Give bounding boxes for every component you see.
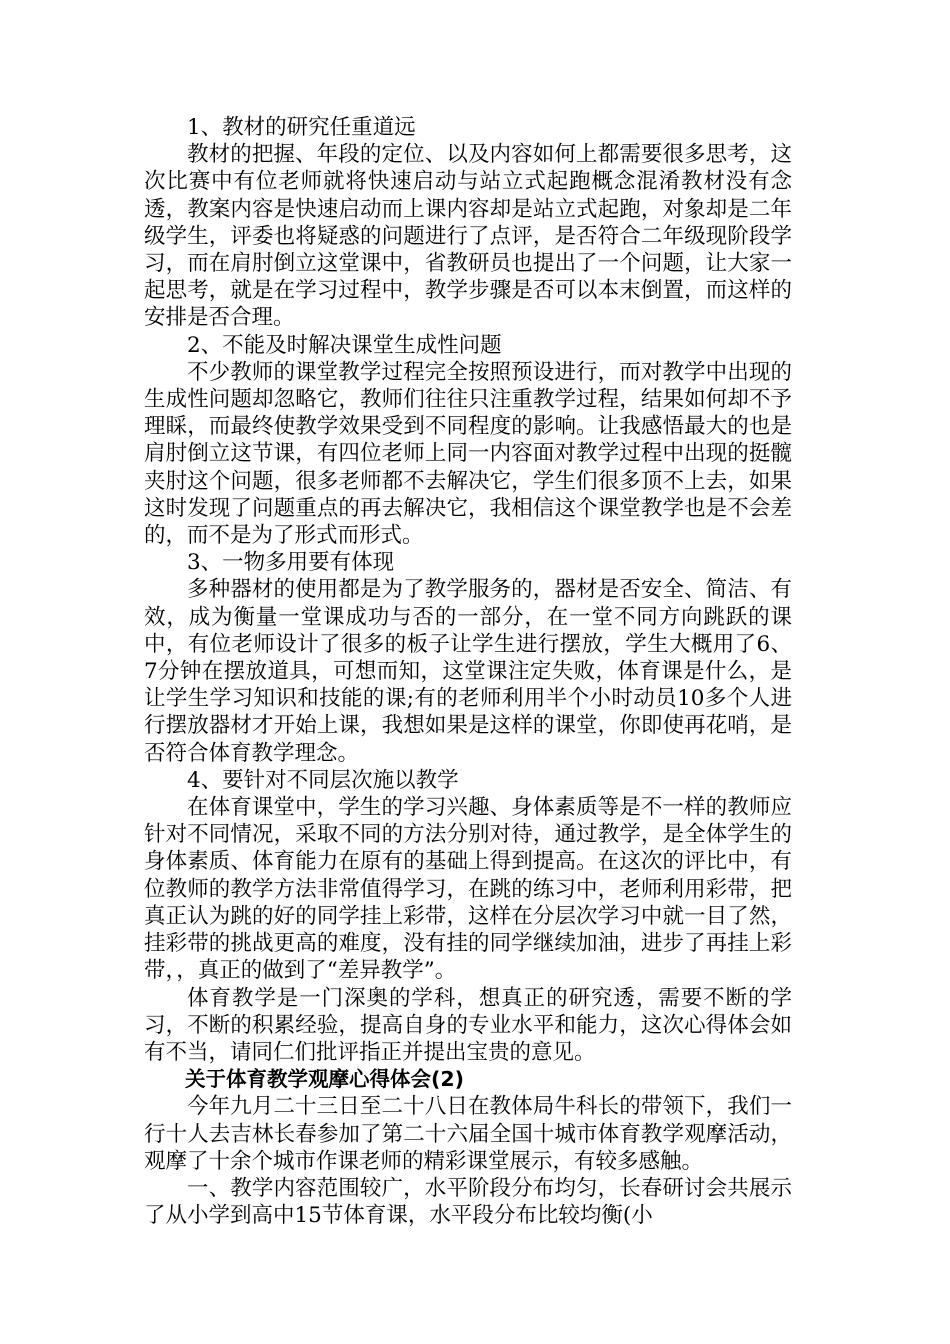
section-heading-4: 4、要针对不同层次施以教学 [187,767,459,793]
article-title: 关于体育教学观摩心得体会(2) [185,1067,465,1092]
body-paragraph: 在体育课堂中，学生的学习兴趣、身体素质等是不一样的教师应针对不同情况，采取不同的方法分别对待，通过教学，是全体学生的身体素质、体育能力在原有的基础上得到提高。在这次的评比中，有位教师的教学方法非常值得学习，在跳的练习中，老师利用彩带，把真正认为跳的好的同学挂上彩带，这样在分层次学习中就一目了然，挂彩带的挑战更高的难度，没有挂的同学继续加油，进步了再挂上彩带，，真正的做到了“差异教学”。 [144,795,792,984]
section-heading-2: 2、不能及时解决课堂生成性问题 [187,332,502,358]
body-paragraph: 教材的把握、年段的定位、以及内容如何上都需要很多思考，这次比赛中有位老师就将快速启动与站立式起跑概念混淆教材没有念透，教案内容是快速启动而上课内容却是站立式起跑，对象却是二年级学生，评委也将疑惑的问题进行了点评，是否符合二年级现阶段学习，而在肩肘倒立这堂课中，省教研员也提出了一个问题，让大家一起思考，就是在学习过程中，教学步骤是否可以本末倒置，而这样的安排是否合理。 [144,142,792,331]
body-paragraph: 不少教师的课堂教学过程完全按照预设进行，而对教学中出现的生成性问题却忽略它，教师们往往只注重教学过程，结果如何却不予理睬，而最终使教学效果受到不同程度的影响。让我感悟最大的也是肩肘倒立这节课，有四位老师上同一内容面对教学过程中出现的挺髋夹肘这个问题，很多老师都不去解决它，学生们很多顶不上去，如果这时发现了问题重点的再去解决它，我相信这个课堂教学也是不会差的，而不是为了形式而形式。 [144,359,792,549]
document-page [144,114,792,1229]
body-paragraph: 一、教学内容范围较广，水平阶段分布均匀，长春研讨会共展示了从小学到高中15节体育课，水平段分布比较均衡(小 [144,1175,792,1229]
section-heading-3: 3、一物多用要有体现 [187,550,395,576]
body-paragraph: 多种器材的使用都是为了教学服务的，器材是否安全、简洁、有效，成为衡量一堂课成功与否的一部分，在一堂不同方向跳跃的课中，有位老师设计了很多的板子让学生进行摆放，学生大概用了6、7分钟在摆放道具，可想而知，这堂课注定失败，体育课是什么，是让学生学习知识和技能的课;有的老师利用半个小时动员10多个人进行摆放器材才开始上课，我想如果是这样的课堂，你即使再花哨，是否符合体育教学理念。 [144,577,792,766]
section-heading-1: 1、教材的研究任重道远 [187,115,416,140]
closing-paragraph: 体育教学是一门深奥的学科，想真正的研究透，需要不断的学习，不断的积累经验，提高自身的专业水平和能力，这次心得体会如有不当，请同仁们批评指正并提出宝贵的意见。 [144,985,792,1065]
body-paragraph: 今年九月二十三日至二十八日在教体局牛科长的带领下，我们一行十人去吉林长春参加了第二十六届全国十城市体育教学观摩活动，观摩了十余个城市作课老师的精彩课堂展示，有较多感触。 [144,1094,792,1174]
